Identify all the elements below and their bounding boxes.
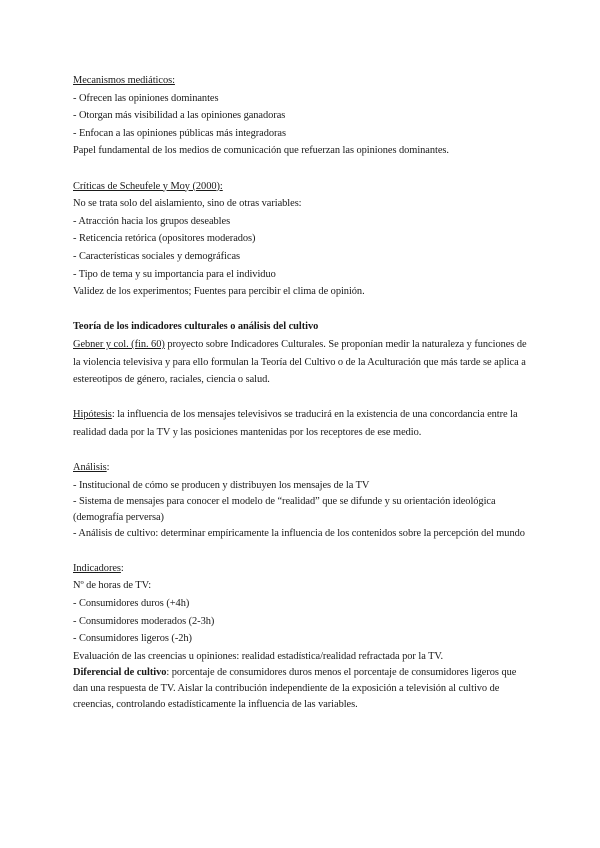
paragraph-note: Papel fundamental de los medios de comunicación que refuerzan las opiniones dominantes. xyxy=(73,145,449,157)
list-item: - Consumidores ligeros (-2h) xyxy=(73,633,192,645)
document-page xyxy=(73,72,533,713)
list-item: - Reticencia retórica (opositores moderados) xyxy=(73,233,256,245)
indicadores-heading: Indicadores: xyxy=(73,562,124,574)
paragraph-text: : porcentaje de consumidores duros menos el porcentaje de consumidores ligeros que dan una respuesta de TV. Aislar la contribución independiente de la exposición a televisión al cultivo de creencias, controlando estadísticamente la influencia de las variables. xyxy=(73,667,517,711)
list-item: - Otorgan más visibilidad a las opiniones ganadoras xyxy=(73,110,286,122)
list-item: - Características sociales y demográficas xyxy=(73,250,241,262)
list-item: - Tipo de tema y su importancia para el individuo xyxy=(73,268,276,280)
paragraph-cultivo xyxy=(73,336,533,389)
paragraph-note: Evaluación de las creencias u opiniones: realidad estadística/realidad refractada por la TV. xyxy=(73,650,444,662)
paragraph-text: : la influencia de los mensajes televisivos se traducirá en la existencia de una concordancia entre la realidad dada por la TV y las posiciones mantenidas por los receptores de ese medio. xyxy=(73,409,518,438)
section-title-cultivo: Teoría de los indicadores culturales o análisis del cultivo xyxy=(73,321,319,333)
hipotesis-label: Hipótesis xyxy=(73,409,112,421)
list-item: - Consumidores moderados (2-3h) xyxy=(73,615,215,627)
list-item: - Enfocan a las opiniones públicas más integradoras xyxy=(73,127,286,139)
author-reference: Gebner y col. (fin. 60) xyxy=(73,338,165,350)
paragraph-intro: Nº de horas de TV: xyxy=(73,580,152,592)
analisis-label: Análisis xyxy=(73,462,107,474)
analisis-heading: Análisis: xyxy=(73,462,110,474)
section-heading-mecanismos: Mecanismos mediáticos: xyxy=(73,75,175,86)
list-item: - Consumidores duros (+4h) xyxy=(73,598,190,610)
paragraph-diferencial xyxy=(73,665,533,713)
list-item: - Ofrecen las opiniones dominantes xyxy=(73,92,219,104)
list-item: - Institucional de cómo se producen y distribuyen los mensajes de la TV xyxy=(73,479,370,491)
list-item: - Análisis de cultivo: determinar empíricamente la influencia de los contenidos sobre la percepción del mundo xyxy=(73,528,525,540)
indicadores-label: Indicadores xyxy=(73,562,121,574)
section-heading-criticas: Críticas de Scheufele y Moy (2000): xyxy=(73,180,223,192)
paragraph-intro: No se trata solo del aislamiento, sino de otras variables: xyxy=(73,198,302,210)
list-item: - Atracción hacia los grupos deseables xyxy=(73,215,231,227)
diferencial-label: Diferencial de cultivo xyxy=(73,667,167,679)
paragraph-text: proyecto sobre Indicadores Culturales. Se proponían medir la naturaleza y funciones de la violencia televisiva y para ello formulan la Teoría del Cultivo o de la Aculturación que más tarde se aplica a estereotipos de género, raciales, ciencia o salud. xyxy=(73,338,527,386)
paragraph-hipotesis xyxy=(73,406,533,441)
paragraph-note: Validez de los experimentos; Fuentes para percibir el clima de opinión. xyxy=(73,286,365,298)
list-item: - Sistema de mensajes para conocer el modelo de “realidad” que se difunde y su orientación ideológica (demografía perversa) xyxy=(73,496,496,524)
